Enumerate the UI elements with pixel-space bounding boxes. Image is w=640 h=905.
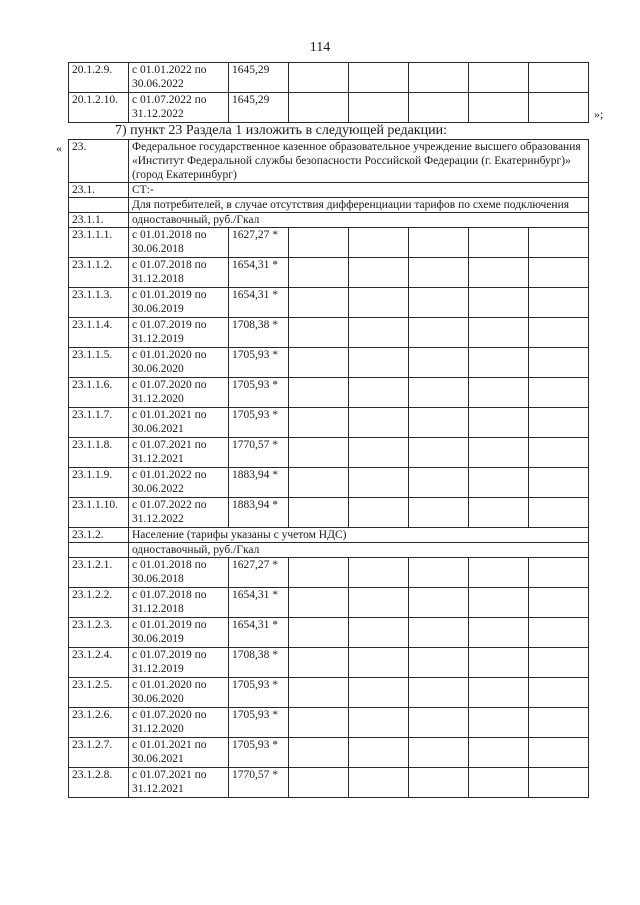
period-cell: с 01.01.2019 по 30.06.2019 (129, 618, 229, 648)
empty-cell (289, 678, 349, 708)
table-row (69, 378, 589, 408)
empty-cell (289, 258, 349, 288)
empty-cell (349, 93, 409, 123)
period-cell: с 01.07.2020 по 31.12.2020 (129, 378, 229, 408)
tariff-value-cell: 1705,93 * (229, 408, 289, 438)
empty-cell (349, 63, 409, 93)
empty-cell (469, 258, 529, 288)
empty-cell (349, 258, 409, 288)
tariff-value-cell: 1708,38 * (229, 318, 289, 348)
row-description-cell: одноставочный, руб./Гкал (129, 543, 589, 558)
empty-cell (529, 93, 589, 123)
empty-cell (349, 768, 409, 798)
row-number-cell: 23.1. (69, 183, 129, 198)
period-cell: с 01.07.2018 по 31.12.2018 (129, 258, 229, 288)
closing-quote-mark: »; (594, 107, 604, 121)
table-row (69, 408, 589, 438)
empty-cell (409, 678, 469, 708)
empty-cell (529, 678, 589, 708)
empty-cell (469, 678, 529, 708)
row-number-cell: 23.1.1.8. (69, 438, 129, 468)
empty-cell (529, 708, 589, 738)
table-row (69, 288, 589, 318)
tariff-value-cell: 1627,27 * (229, 228, 289, 258)
row-number-cell: 23.1.1.7. (69, 408, 129, 438)
page-number: 114 (309, 40, 331, 55)
row-description-cell: Федеральное государственное казенное образовательное учреждение высшего образования «Институт Федеральной службы безопасности Российской Федерации (г. Екатеринбург)» (город Екатеринбург) (129, 140, 589, 183)
empty-cell (529, 558, 589, 588)
row-number-cell: 20.1.2.9. (69, 63, 129, 93)
tariff-value-cell: 1705,93 * (229, 348, 289, 378)
row-number-cell (69, 198, 129, 213)
empty-cell (409, 63, 469, 93)
empty-cell (349, 318, 409, 348)
empty-cell (529, 318, 589, 348)
empty-cell (529, 498, 589, 528)
empty-cell (529, 738, 589, 768)
row-number-cell: 23. (69, 140, 129, 183)
empty-cell (529, 438, 589, 468)
empty-cell (409, 498, 469, 528)
row-number-cell: 23.1.1. (69, 213, 129, 228)
table-row (69, 63, 589, 93)
row-number-cell (69, 543, 129, 558)
empty-cell (349, 438, 409, 468)
empty-cell (409, 558, 469, 588)
empty-cell (529, 288, 589, 318)
tariff-value-cell: 1705,93 * (229, 708, 289, 738)
empty-cell (469, 63, 529, 93)
tariff-value-cell: 1883,94 * (229, 498, 289, 528)
empty-cell (289, 438, 349, 468)
period-cell: с 01.01.2022 по 30.06.2022 (129, 63, 229, 93)
empty-cell (409, 618, 469, 648)
table-row (69, 588, 589, 618)
empty-cell (289, 618, 349, 648)
empty-cell (469, 588, 529, 618)
table-row (69, 768, 589, 798)
tariff-value-cell: 1708,38 * (229, 648, 289, 678)
row-number-cell: 20.1.2.10. (69, 93, 129, 123)
empty-cell (289, 468, 349, 498)
empty-cell (529, 258, 589, 288)
empty-cell (289, 378, 349, 408)
row-number-cell: 23.1.1.1. (69, 228, 129, 258)
empty-cell (469, 408, 529, 438)
tariff-value-cell: 1645,29 (229, 63, 289, 93)
empty-cell (469, 438, 529, 468)
row-number-cell: 23.1.1.9. (69, 468, 129, 498)
period-cell: с 01.07.2018 по 31.12.2018 (129, 588, 229, 618)
period-cell: с 01.07.2021 по 31.12.2021 (129, 768, 229, 798)
period-cell: с 01.01.2021 по 30.06.2021 (129, 738, 229, 768)
empty-cell (349, 288, 409, 318)
empty-cell (289, 408, 349, 438)
empty-cell (529, 768, 589, 798)
empty-cell (529, 378, 589, 408)
empty-cell (349, 618, 409, 648)
table-row (69, 258, 589, 288)
empty-cell (289, 768, 349, 798)
period-cell: с 01.01.2018 по 30.06.2018 (129, 558, 229, 588)
period-cell: с 01.01.2021 по 30.06.2021 (129, 408, 229, 438)
table-row (69, 183, 589, 198)
empty-cell (469, 558, 529, 588)
empty-cell (529, 408, 589, 438)
period-cell: с 01.07.2020 по 31.12.2020 (129, 708, 229, 738)
tariff-value-cell: 1654,31 * (229, 288, 289, 318)
tariff-value-cell: 1705,93 * (229, 678, 289, 708)
table-row (69, 678, 589, 708)
empty-cell (529, 648, 589, 678)
tariff-value-cell: 1654,31 * (229, 588, 289, 618)
empty-cell (289, 588, 349, 618)
tariff-table-main (68, 139, 589, 798)
row-description-cell: одноставочный, руб./Гкал (129, 213, 589, 228)
tariff-value-cell: 1627,27 * (229, 558, 289, 588)
row-description-cell: Население (тарифы указаны с учетом НДС) (129, 528, 589, 543)
row-number-cell: 23.1.2.3. (69, 618, 129, 648)
empty-cell (529, 228, 589, 258)
empty-cell (529, 588, 589, 618)
empty-cell (469, 378, 529, 408)
empty-cell (469, 468, 529, 498)
empty-cell (289, 738, 349, 768)
table-row (69, 93, 589, 123)
table-row (69, 648, 589, 678)
empty-cell (289, 288, 349, 318)
period-cell: с 01.07.2021 по 31.12.2021 (129, 438, 229, 468)
empty-cell (349, 378, 409, 408)
empty-cell (469, 738, 529, 768)
empty-cell (289, 708, 349, 738)
empty-cell (529, 348, 589, 378)
empty-cell (469, 618, 529, 648)
empty-cell (469, 93, 529, 123)
row-number-cell: 23.1.2.5. (69, 678, 129, 708)
empty-cell (409, 93, 469, 123)
table-row (69, 228, 589, 258)
row-number-cell: 23.1.1.6. (69, 378, 129, 408)
table-row (69, 738, 589, 768)
empty-cell (469, 708, 529, 738)
row-number-cell: 23.1.1.5. (69, 348, 129, 378)
empty-cell (409, 708, 469, 738)
empty-cell (409, 408, 469, 438)
empty-cell (409, 588, 469, 618)
empty-cell (409, 738, 469, 768)
empty-cell (289, 318, 349, 348)
tariff-value-cell: 1705,93 * (229, 738, 289, 768)
empty-cell (469, 498, 529, 528)
empty-cell (529, 618, 589, 648)
row-number-cell: 23.1.2.8. (69, 768, 129, 798)
tariff-value-cell: 1883,94 * (229, 468, 289, 498)
period-cell: с 01.07.2019 по 31.12.2019 (129, 648, 229, 678)
period-cell: с 01.07.2022 по 31.12.2022 (129, 93, 229, 123)
period-cell: с 01.07.2022 по 31.12.2022 (129, 498, 229, 528)
row-number-cell: 23.1.2.4. (69, 648, 129, 678)
empty-cell (289, 63, 349, 93)
table-row (69, 558, 589, 588)
table-row (69, 528, 589, 543)
empty-cell (409, 648, 469, 678)
empty-cell (349, 558, 409, 588)
tariff-value-cell: 1770,57 * (229, 438, 289, 468)
empty-cell (409, 768, 469, 798)
empty-cell (409, 288, 469, 318)
empty-cell (349, 408, 409, 438)
empty-cell (409, 258, 469, 288)
empty-cell (409, 468, 469, 498)
table-row (69, 468, 589, 498)
row-number-cell: 23.1.1.3. (69, 288, 129, 318)
empty-cell (469, 648, 529, 678)
empty-cell (469, 348, 529, 378)
period-cell: с 01.01.2020 по 30.06.2020 (129, 348, 229, 378)
empty-cell (349, 588, 409, 618)
tariff-table-top (68, 62, 589, 123)
row-description-cell: СТ:- (129, 183, 589, 198)
row-number-cell: 23.1.1.4. (69, 318, 129, 348)
empty-cell (409, 348, 469, 378)
empty-cell (349, 678, 409, 708)
empty-cell (349, 228, 409, 258)
row-number-cell: 23.1.2.6. (69, 708, 129, 738)
empty-cell (349, 468, 409, 498)
empty-cell (409, 378, 469, 408)
empty-cell (469, 228, 529, 258)
tariff-value-cell: 1770,57 * (229, 768, 289, 798)
empty-cell (349, 648, 409, 678)
tariff-value-cell: 1654,31 * (229, 618, 289, 648)
period-cell: с 01.07.2019 по 31.12.2019 (129, 318, 229, 348)
empty-cell (349, 348, 409, 378)
period-cell: с 01.01.2020 по 30.06.2020 (129, 678, 229, 708)
empty-cell (409, 228, 469, 258)
row-number-cell: 23.1.2. (69, 528, 129, 543)
table-row (69, 438, 589, 468)
empty-cell (289, 498, 349, 528)
opening-quote-mark: « (56, 141, 62, 155)
table-row (69, 543, 589, 558)
empty-cell (289, 228, 349, 258)
empty-cell (469, 318, 529, 348)
row-number-cell: 23.1.1.10. (69, 498, 129, 528)
empty-cell (349, 708, 409, 738)
empty-cell (289, 558, 349, 588)
row-number-cell: 23.1.2.7. (69, 738, 129, 768)
row-number-cell: 23.1.2.1. (69, 558, 129, 588)
period-cell: с 01.01.2018 по 30.06.2018 (129, 228, 229, 258)
empty-cell (469, 768, 529, 798)
row-description-cell: Для потребителей, в случае отсутствия дифференциации тарифов по схеме подключения (129, 198, 589, 213)
empty-cell (469, 288, 529, 318)
period-cell: с 01.01.2022 по 30.06.2022 (129, 468, 229, 498)
table-row (69, 618, 589, 648)
tariff-value-cell: 1654,31 * (229, 258, 289, 288)
table-row (69, 708, 589, 738)
empty-cell (289, 348, 349, 378)
period-cell: с 01.01.2019 по 30.06.2019 (129, 288, 229, 318)
row-number-cell: 23.1.2.2. (69, 588, 129, 618)
table-row (69, 498, 589, 528)
table-row (69, 318, 589, 348)
empty-cell (529, 63, 589, 93)
amendment-paragraph: 7) пункт 23 Раздела 1 изложить в следующей редакции: (115, 123, 447, 138)
row-number-cell: 23.1.1.2. (69, 258, 129, 288)
empty-cell (409, 438, 469, 468)
empty-cell (409, 318, 469, 348)
empty-cell (349, 498, 409, 528)
empty-cell (529, 468, 589, 498)
empty-cell (349, 738, 409, 768)
table-row (69, 348, 589, 378)
tariff-value-cell: 1705,93 * (229, 378, 289, 408)
tariff-value-cell: 1645,29 (229, 93, 289, 123)
table-row (69, 140, 589, 183)
empty-cell (289, 93, 349, 123)
table-row (69, 213, 589, 228)
table-row (69, 198, 589, 213)
empty-cell (289, 648, 349, 678)
